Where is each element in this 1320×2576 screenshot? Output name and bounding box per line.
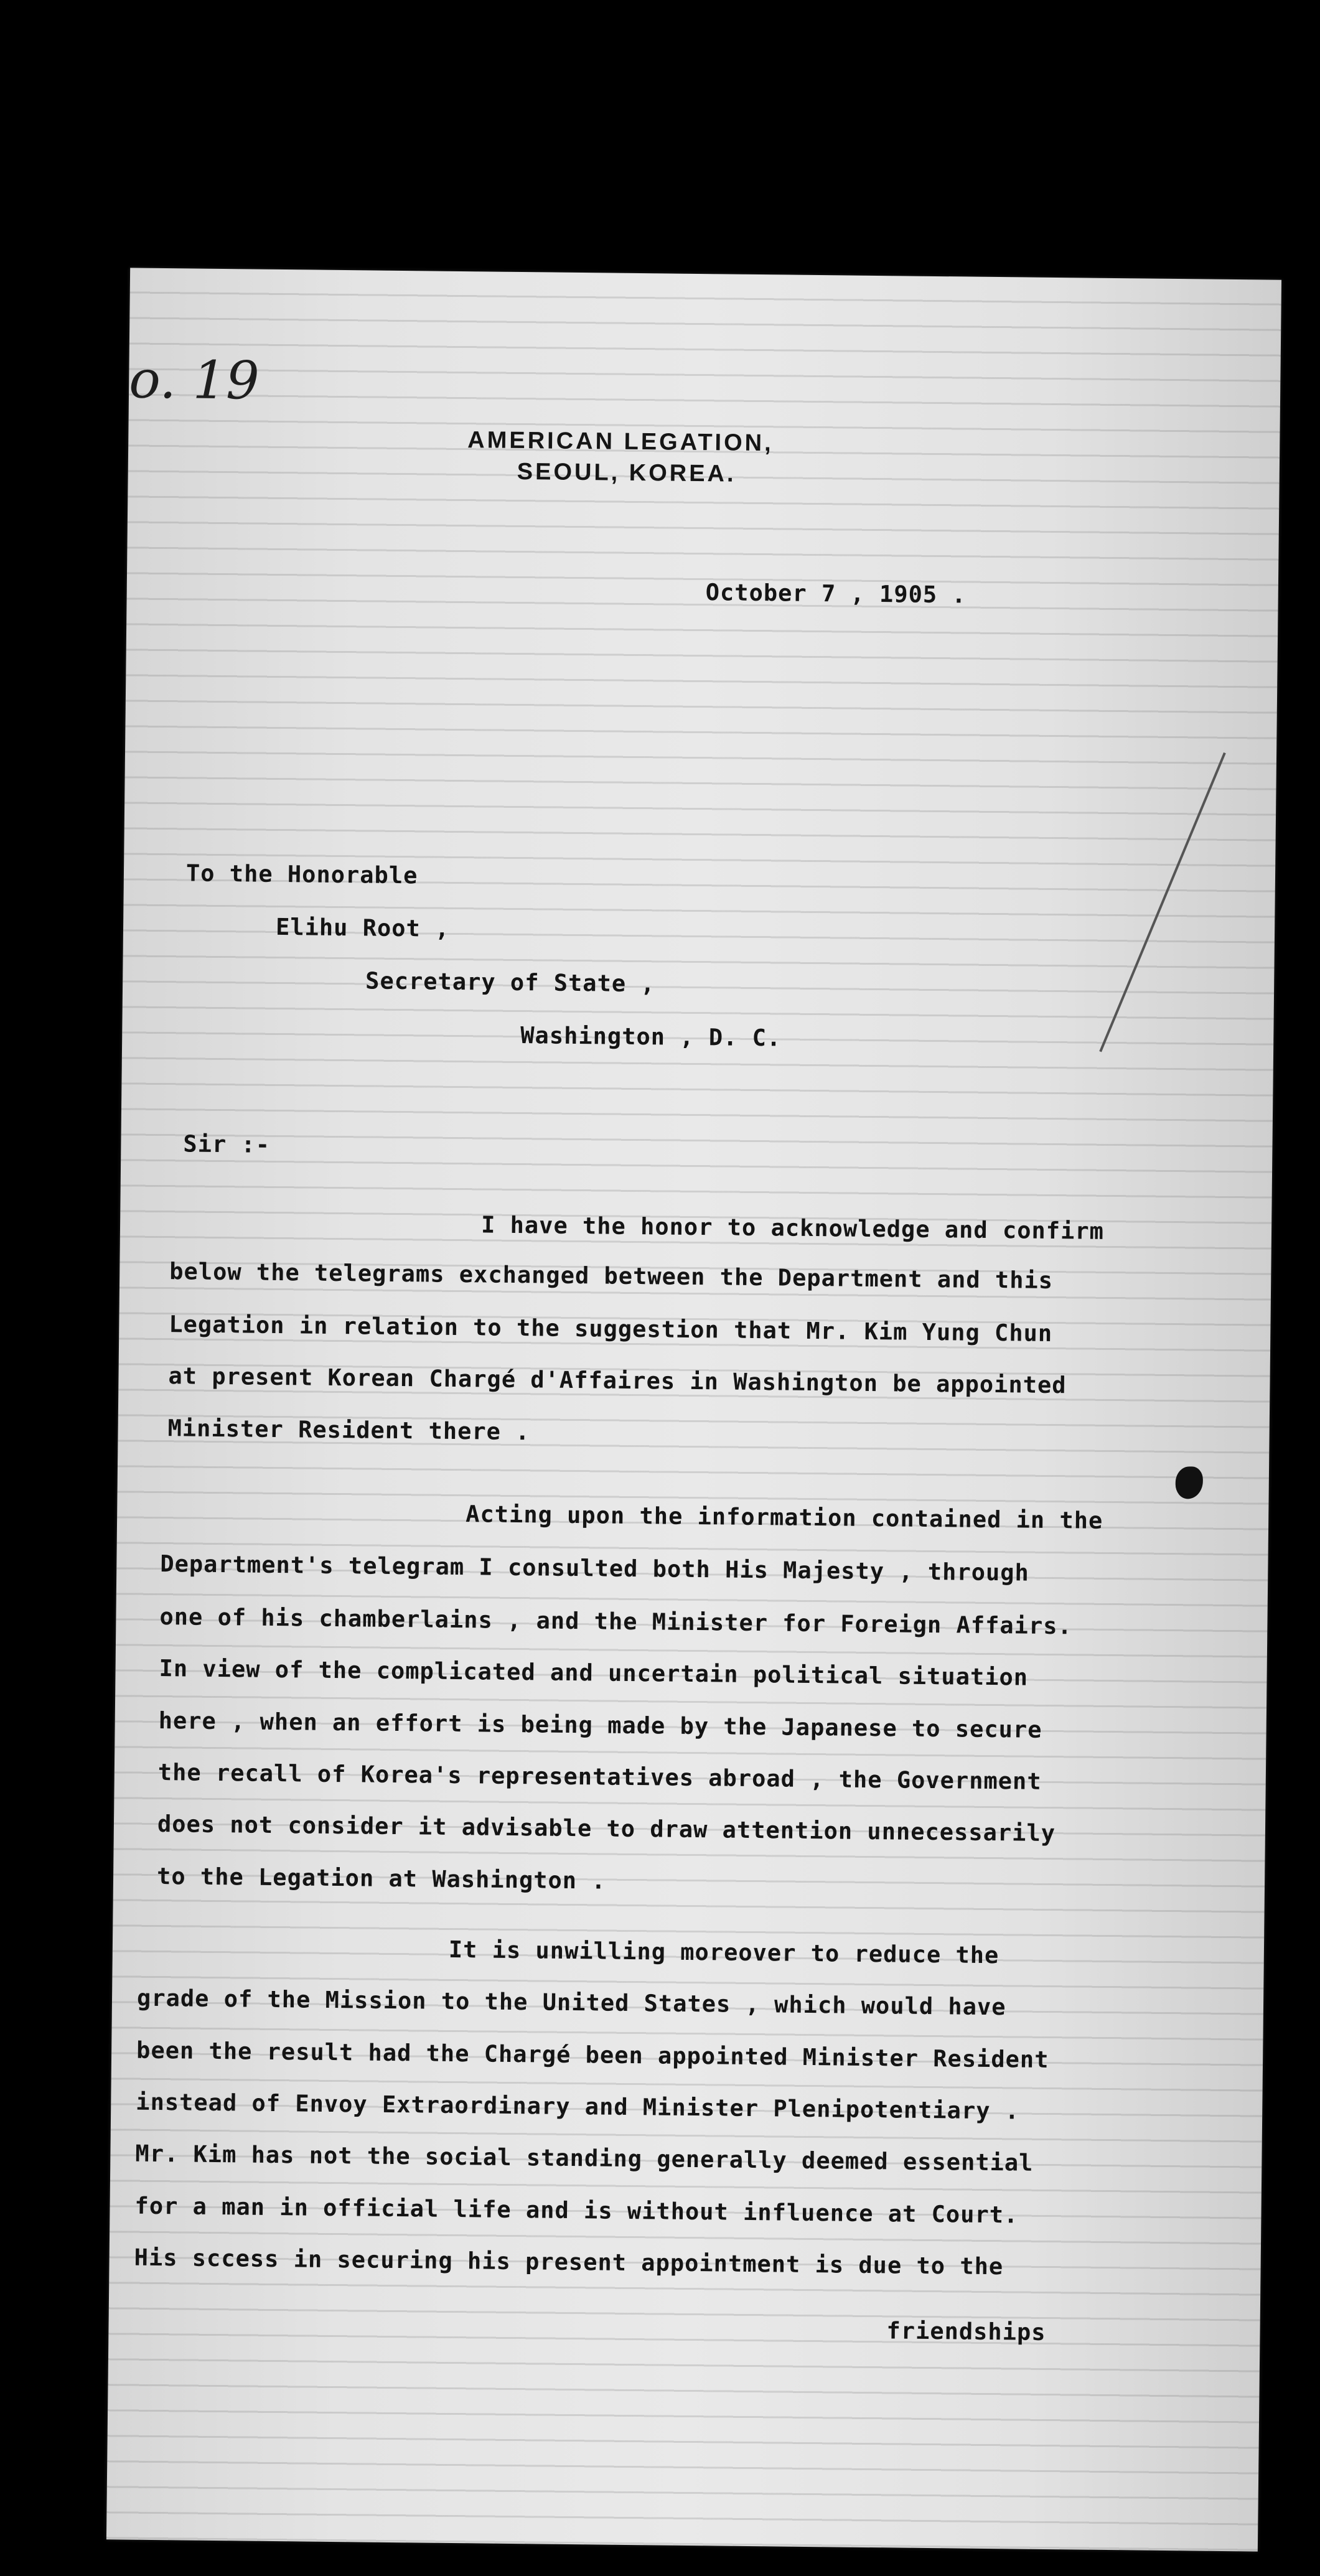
body-line: His sccess in securing his present appointment is due to the xyxy=(134,2244,1004,2280)
greeting: Sir :- xyxy=(183,1130,271,1158)
addressee-to: To the Honorable xyxy=(185,859,418,889)
body-line: Legation in relation to the suggestion that Mr. Kim Yung Chun xyxy=(169,1311,1053,1347)
body-line: I have the honor to acknowledge and confirm xyxy=(480,1211,1105,1245)
body-line: the recall of Korea's representatives abroad , the Government xyxy=(157,1759,1042,1795)
body-line: Department's telegram I consulted both His Majesty , through xyxy=(160,1550,1030,1586)
body-line: Acting upon the information contained in the xyxy=(465,1501,1103,1534)
body-line: here , when an effort is being made by the Japanese to secure xyxy=(158,1707,1042,1743)
letterhead-line-2: SEOUL, KOREA. xyxy=(517,458,736,487)
addressee-place: Washington , D. C. xyxy=(520,1022,782,1052)
body-line: been the result had the Chargé been appointed Minister Resident xyxy=(136,2036,1049,2074)
body-line: at present Korean Chargé d'Affaires in Washington be appointed xyxy=(168,1362,1067,1399)
ink-blot xyxy=(1176,1466,1204,1499)
addressee-title: Secretary of State , xyxy=(365,967,655,998)
body-line: does not consider it advisable to draw attention unnecessarily xyxy=(157,1810,1056,1847)
body-line: one of his chamberlains , and the Minister for Foreign Affairs. xyxy=(159,1603,1073,1640)
body-line: to the Legation at Washington . xyxy=(156,1863,606,1895)
addressee-name: Elihu Root , xyxy=(275,913,450,942)
body-line: for a man in official life and is without influence at Court. xyxy=(134,2192,1019,2229)
body-line: instead of Envoy Extraordinary and Minister Plenipotentiary . xyxy=(136,2088,1020,2125)
pencil-stroke xyxy=(1099,752,1226,1052)
body-line: In view of the complicated and uncertain political situation xyxy=(159,1655,1029,1691)
body-line: It is unwilling moreover to reduce the xyxy=(448,1936,999,1969)
letter-date: October 7 , 1905 . xyxy=(705,579,967,609)
letterhead-line-1: AMERICAN LEGATION, xyxy=(467,427,774,457)
body-line: below the telegrams exchanged between the Department and this xyxy=(169,1258,1054,1295)
catchword: friendships xyxy=(886,2317,1046,2346)
body-line: Mr. Kim has not the social standing generally deemed essential xyxy=(135,2140,1034,2176)
body-line: Minister Resident there . xyxy=(167,1415,530,1446)
body-line: grade of the Mission to the United States , which would have xyxy=(136,1984,1006,2021)
folio-number: o. 19 xyxy=(128,349,260,411)
letter-page xyxy=(106,268,1281,2551)
